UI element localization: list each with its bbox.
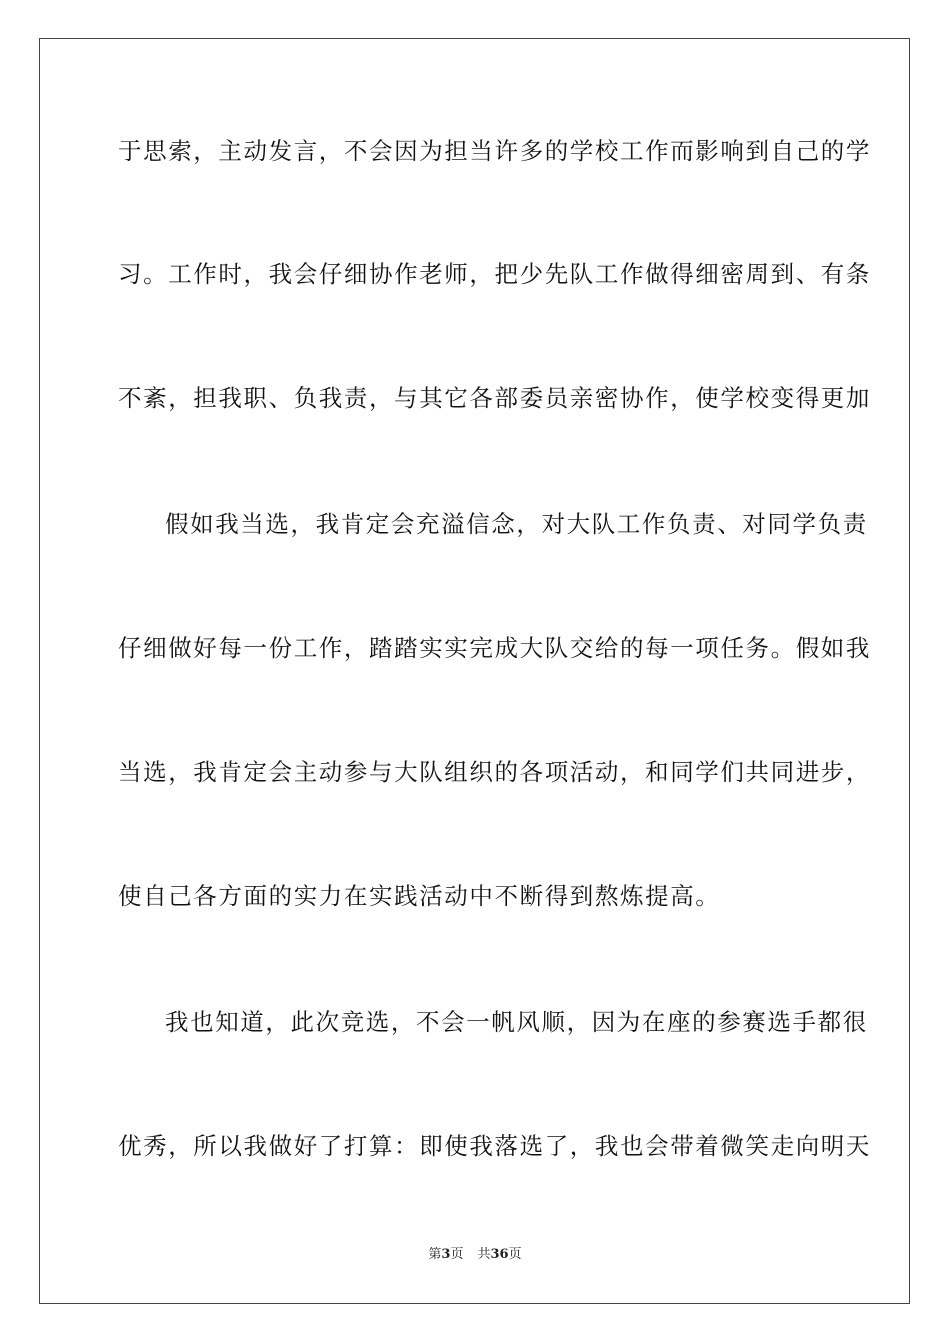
footer-total-prefix: 共 <box>477 1247 491 1262</box>
footer-page-suffix: 页 <box>450 1247 464 1262</box>
footer-page-number: 3 <box>441 1247 451 1262</box>
body-line-7: 使自己各方面的实力在实践活动中不断得到熬炼提高。 <box>118 882 721 910</box>
body-line-6: 当选，我肯定会主动参与大队组织的各项活动，和同学们共同进步， <box>118 758 871 786</box>
body-line-2: 习。工作时，我会仔细协作老师，把少先队工作做得细密周到、有条 <box>118 260 871 288</box>
body-line-3: 不紊，担我职、负我责，与其它各部委员亲密协作，使学校变得更加 <box>118 384 871 412</box>
body-line-4: 假如我当选，我肯定会充溢信念，对大队工作负责、对同学负责 <box>165 510 868 538</box>
body-line-8: 我也知道，此次竞选，不会一帆风顺，因为在座的参赛选手都很 <box>165 1008 868 1036</box>
footer-total-suffix: 页 <box>508 1247 522 1262</box>
body-line-1: 于思索，主动发言，不会因为担当许多的学校工作而影响到自己的学 <box>118 137 871 165</box>
body-line-9: 优秀，所以我做好了打算：即使我落选了，我也会带着微笑走向明天 <box>118 1132 871 1160</box>
page-footer <box>0 1246 950 1264</box>
footer-total-pages: 36 <box>490 1247 509 1262</box>
footer-page-prefix: 第 <box>428 1247 442 1262</box>
page-frame <box>39 38 910 1304</box>
body-line-5: 仔细做好每一份工作，踏踏实实完成大队交给的每一项任务。假如我 <box>118 634 871 662</box>
